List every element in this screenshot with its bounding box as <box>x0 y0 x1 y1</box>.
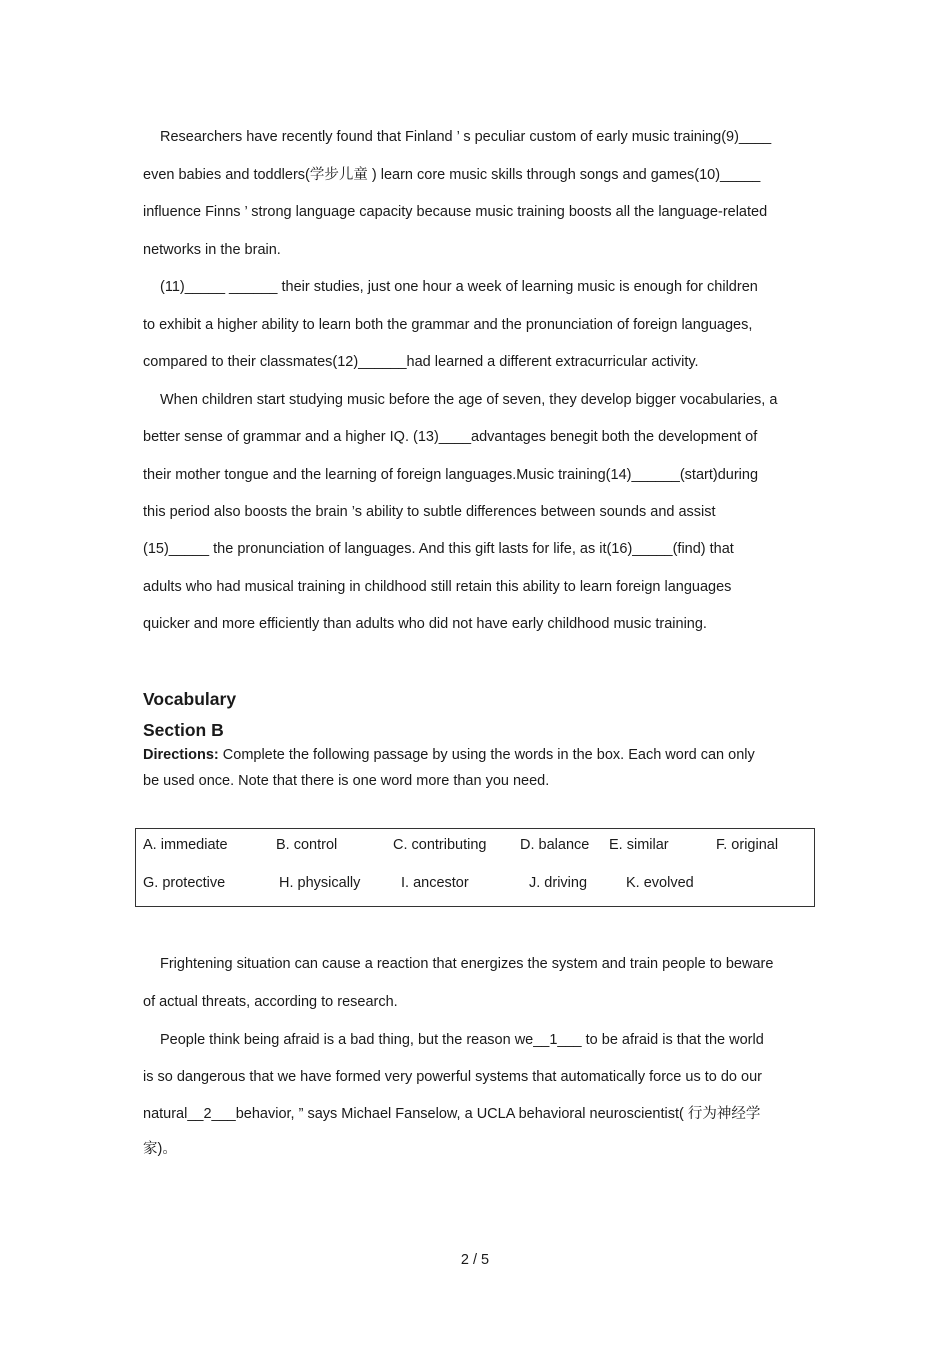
word-option: F. original <box>716 837 779 853</box>
passage1-line: (11)_____ ______ their studies, just one hour a week of learning music is enough for children <box>160 279 758 295</box>
passage1-line: quicker and more efficiently than adults who did not have early childhood music training. <box>143 616 707 632</box>
passage1-line: better sense of grammar and a higher IQ. (13)____advantages benegit both the development of <box>143 429 758 445</box>
passage2-line: is so dangerous that we have formed very powerful systems that automatically force us to do our <box>143 1069 762 1085</box>
passage2-line: 家)。 <box>143 1141 177 1157</box>
passage2-line: People think being afraid is a bad thing, but the reason we__1___ to be afraid is that the world <box>160 1032 764 1048</box>
section-heading: Section B <box>143 720 224 740</box>
passage1-line: influence Finns ’ strong language capacity because music training boosts all the language-related <box>143 204 768 220</box>
passage1-line: this period also boosts the brain ’s ability to subtle differences between sounds and assist <box>143 504 716 520</box>
page-number: 2 / 5 <box>460 1252 490 1268</box>
passage2-line: Frightening situation can cause a reaction that energizes the system and train people to beware <box>160 956 774 972</box>
word-option: C. contributing <box>393 837 487 853</box>
word-option: A. immediate <box>143 837 228 853</box>
directions-line-1 <box>143 746 755 764</box>
directions-label: Directions: <box>143 747 219 763</box>
vocabulary-heading: Vocabulary <box>143 689 237 709</box>
word-option: G. protective <box>143 875 226 891</box>
passage1-line: their mother tongue and the learning of foreign languages.Music training(14)______(start)during <box>143 467 759 483</box>
passage1-line: (15)_____ the pronunciation of languages. And this gift lasts for life, as it(16)_____(find) that <box>143 541 734 557</box>
passage1-line: Researchers have recently found that Finland ’ s peculiar custom of early music training(9)____ <box>160 129 772 145</box>
word-option: E. similar <box>609 837 669 853</box>
passage1-line: When children start studying music before the age of seven, they develop bigger vocabularies, a <box>160 392 778 408</box>
passage2-line: natural__2___behavior, ” says Michael Fanselow, a UCLA behavioral neuroscientist( 行为神经学 <box>143 1106 761 1122</box>
passage1-line: even babies and toddlers(学步儿童 ) learn core music skills through songs and games(10)_____ <box>143 167 761 183</box>
passage1-line: compared to their classmates(12)______had learned a different extracurricular activity. <box>143 354 699 370</box>
word-option: J. driving <box>529 875 588 891</box>
word-option: K. evolved <box>626 875 694 891</box>
word-option: D. balance <box>520 837 590 853</box>
directions-line-2: be used once. Note that there is one word more than you need. <box>143 773 550 789</box>
passage1-line: networks in the brain. <box>143 242 281 258</box>
word-option: I. ancestor <box>401 875 469 891</box>
passage1-line: to exhibit a higher ability to learn both the grammar and the pronunciation of foreign languages, <box>143 317 753 333</box>
directions-text: Complete the following passage by using the words in the box. Each word can only <box>218 747 755 763</box>
word-option: B. control <box>276 837 338 853</box>
passage1-line: adults who had musical training in childhood still retain this ability to learn foreign languages <box>143 579 732 595</box>
passage2-line: of actual threats, according to research. <box>143 994 398 1010</box>
word-option: H. physically <box>279 875 361 891</box>
